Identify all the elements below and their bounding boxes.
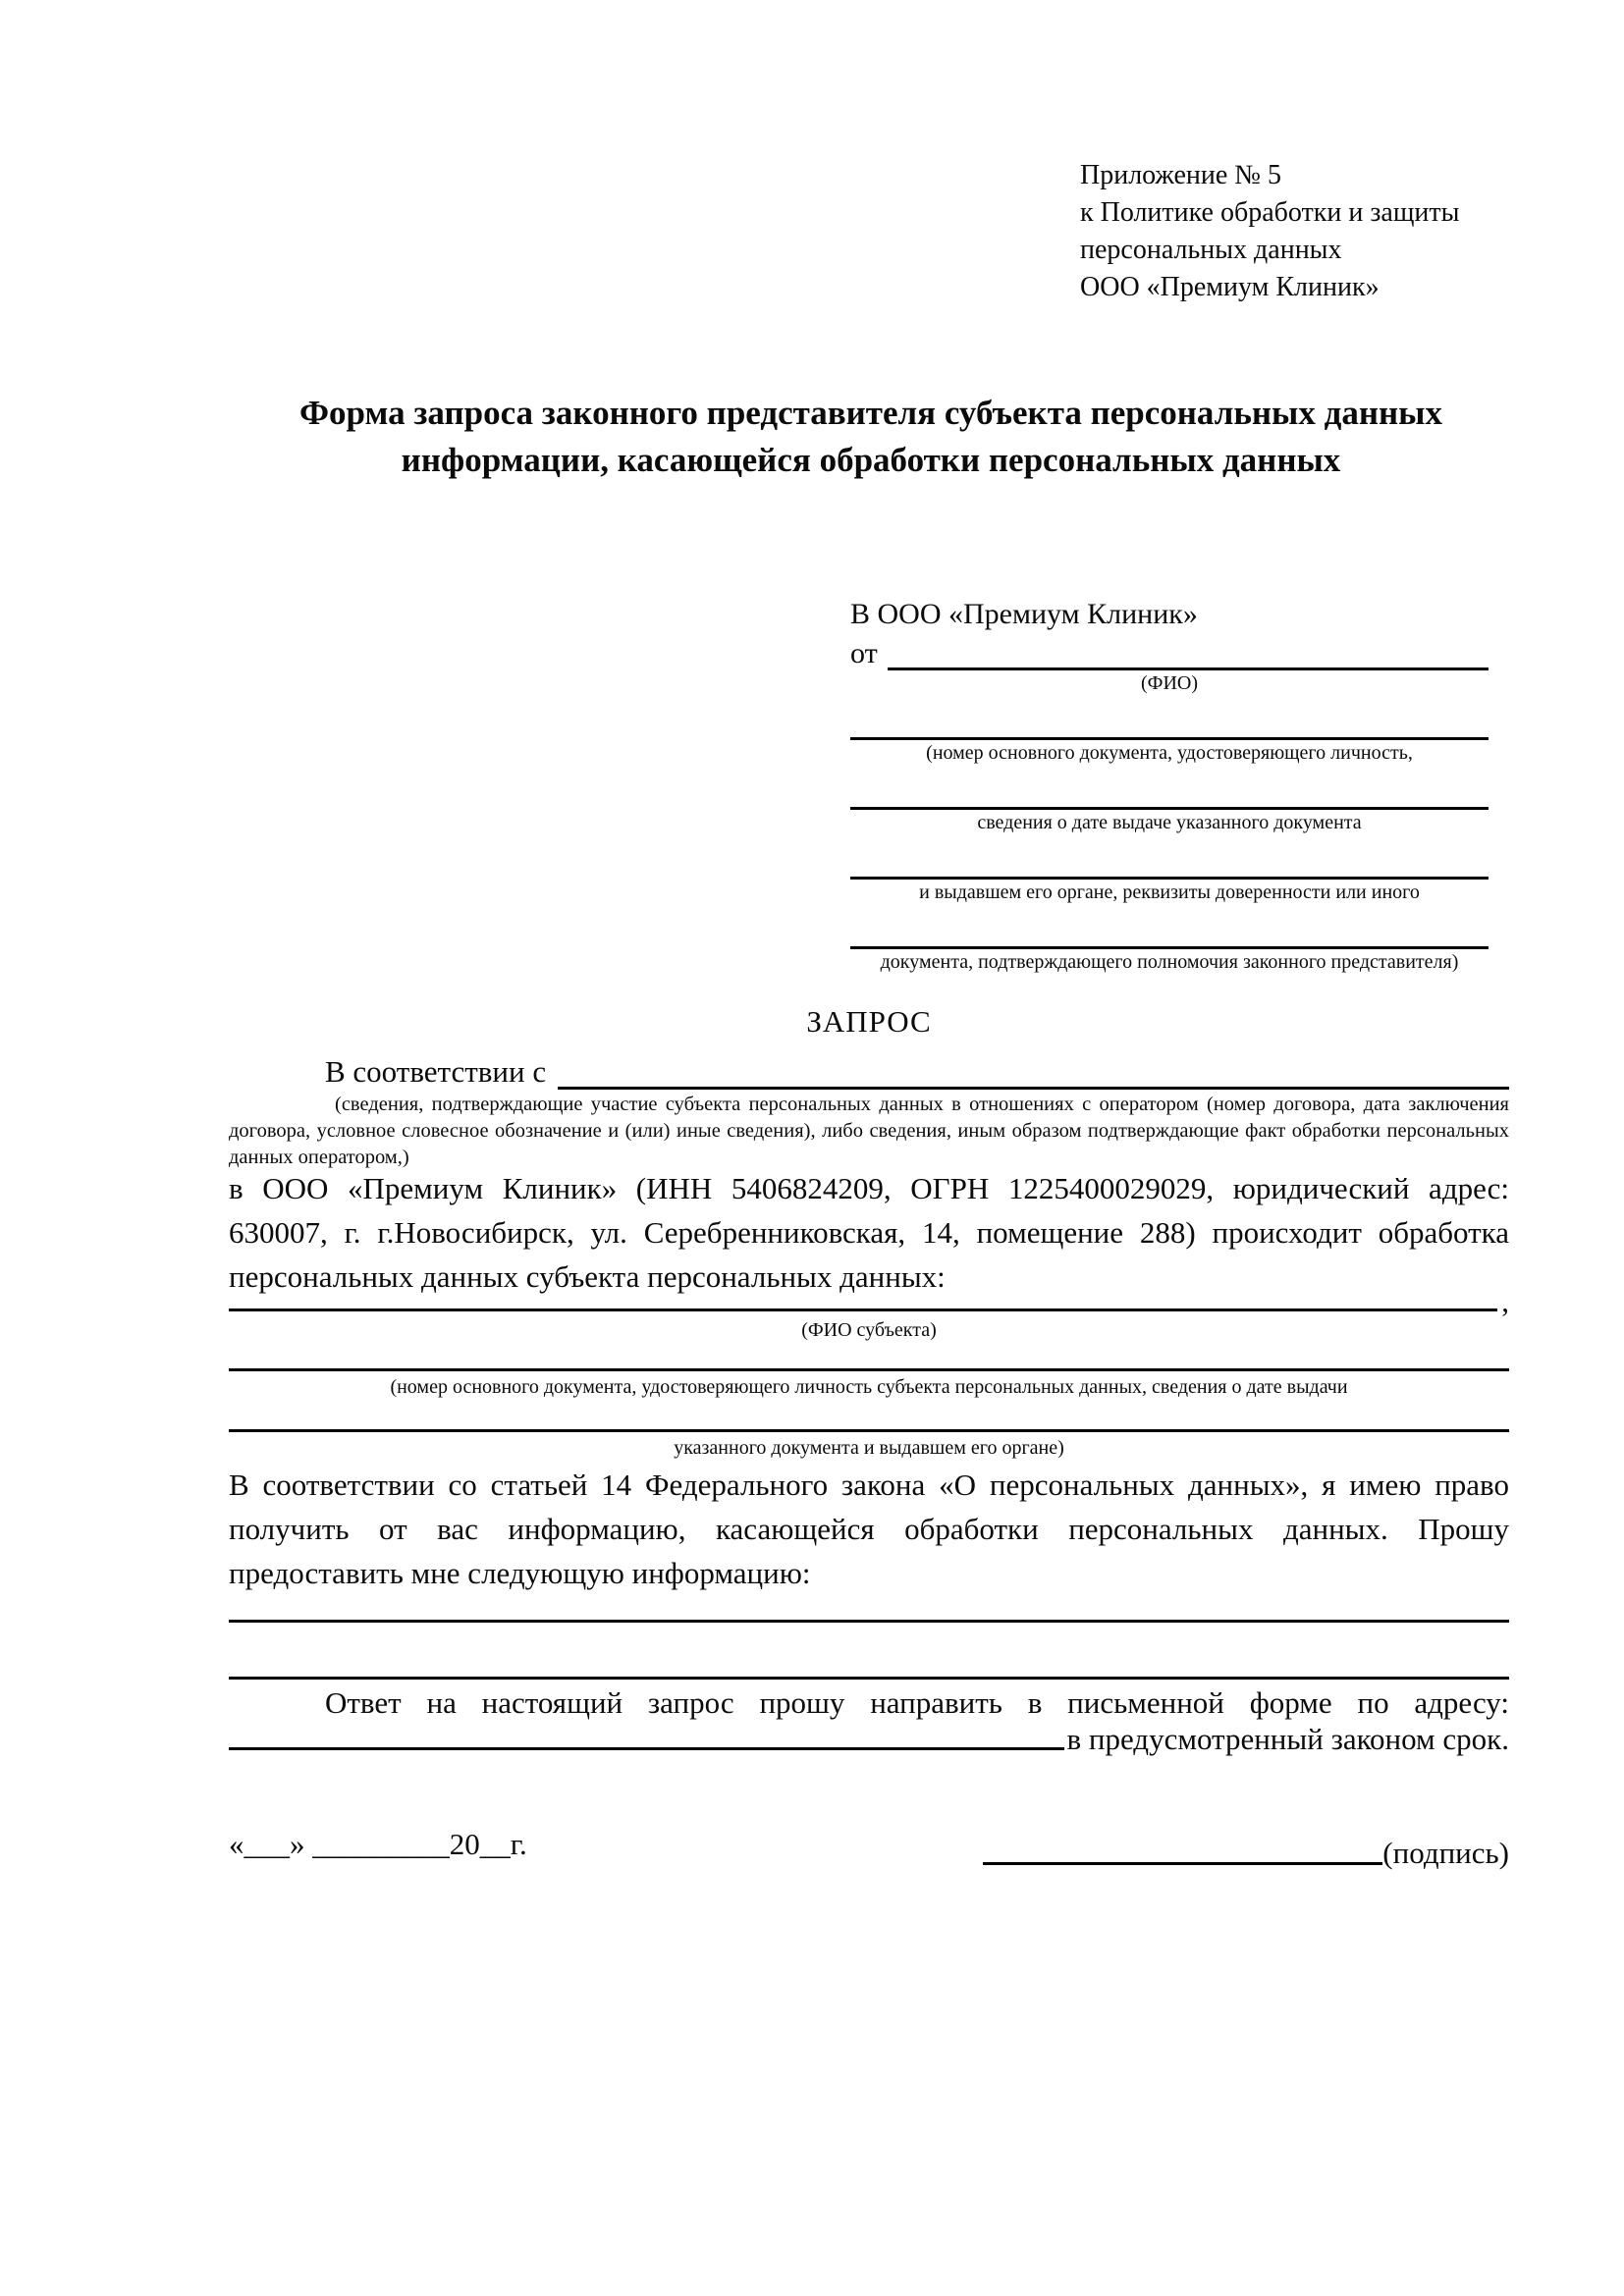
subject-doc-caption: (номер основного документа, удостоверяющего личность субъекта персональных данных, сведения о дате выдачи xyxy=(390,1376,1348,1398)
subject-doc-caption: указанного документа и выдавшем его органе) xyxy=(674,1437,1064,1459)
subject-fio-blank[interactable] xyxy=(229,1275,1497,1311)
subject-doc-blank[interactable] xyxy=(229,1337,1509,1371)
representative-doc-blank[interactable] xyxy=(850,835,1489,880)
signature-row xyxy=(229,1824,1509,1870)
info-blank-line[interactable] xyxy=(229,1586,1509,1623)
fio-caption: (ФИО) xyxy=(1140,672,1198,694)
signature-caption: (подпись) xyxy=(1382,1836,1509,1870)
accordance-caption: (сведения, подтверждающие участие субъекта персональных данных в отношениях с оператором (номер договора, дата заключения договора, условное словесное обозначение и (или) иные сведения), либо сведения, иным образом подтверждающие факт обработки персональных данных оператором,) xyxy=(229,1094,1509,1168)
appendix-header-line: персональных данных xyxy=(1080,235,1342,265)
reply-address-row xyxy=(229,1718,1509,1756)
signature-blank[interactable] xyxy=(983,1829,1382,1865)
subject-fio-row xyxy=(229,1278,1509,1318)
reply-tail: в предусмотренный законом срок. xyxy=(1066,1722,1509,1756)
operator-paragraph: в ООО «Премиум Клиник» (ИНН 5406824209, ОГРН 1225400029029, юридический адрес: 630007, г. г.Новосибирск, ул. Серебренниковская, 14, помещение 288) происходит обработка персональных данных субъекта персональных данных: xyxy=(229,1171,1509,1294)
reply-sentence: Ответ на настоящий запрос прошу направить в письменной форме по адресу: xyxy=(325,1685,1509,1720)
representative-doc-caption: и выдавшем его органе, реквизиты доверенности или иного xyxy=(919,881,1420,903)
accordance-label: В соответствии с xyxy=(325,1054,547,1089)
representative-doc-caption: сведения о дате выдаче указанного документа xyxy=(977,812,1362,833)
appendix-header-line: Приложение № 5 xyxy=(1080,160,1281,190)
appendix-header xyxy=(1080,157,1459,306)
subject-fio-caption: (ФИО субъекта) xyxy=(801,1319,937,1341)
subject-doc-blank[interactable] xyxy=(229,1398,1509,1432)
from-row xyxy=(850,635,1489,670)
addressee-block xyxy=(850,594,1489,975)
request-heading: ЗАПРОС xyxy=(806,1004,932,1039)
representative-doc-blank[interactable] xyxy=(850,905,1489,949)
representative-doc-caption: (номер основного документа, удостоверяющего личность, xyxy=(926,742,1413,764)
appendix-header-line: ООО «Премиум Клиник» xyxy=(1080,272,1380,302)
from-label: от xyxy=(850,637,878,669)
representative-doc-blank[interactable] xyxy=(850,696,1489,740)
addressee-organization: В ООО «Премиум Клиник» xyxy=(850,598,1198,630)
document-title: Форма запроса законного представителя субъекта персональных данных информации, касающейся обработки персональных данных xyxy=(299,394,1442,479)
subject-fio-comma: , xyxy=(1501,1284,1509,1318)
representative-doc-caption: документа, подтверждающего полномочия законного представителя) xyxy=(880,951,1459,973)
accordance-row xyxy=(229,1052,1509,1090)
accordance-blank[interactable] xyxy=(558,1049,1509,1090)
representative-fio-blank[interactable] xyxy=(888,632,1489,670)
appendix-header-line: к Политике обработки и защиты xyxy=(1080,197,1460,228)
signature-group xyxy=(983,1829,1509,1870)
reply-address-blank[interactable] xyxy=(229,1715,1064,1750)
info-blank-line[interactable] xyxy=(229,1643,1509,1680)
date-line: «___» _________20__г. xyxy=(229,1827,527,1861)
representative-doc-blank[interactable] xyxy=(850,766,1489,810)
law-paragraph: В соответствии со статьей 14 Федерального закона «О персональных данных», я имею право получить от вас информацию, касающейся обработки персональных данных. Прошу предоставить мне следующую информацию: xyxy=(229,1468,1509,1590)
